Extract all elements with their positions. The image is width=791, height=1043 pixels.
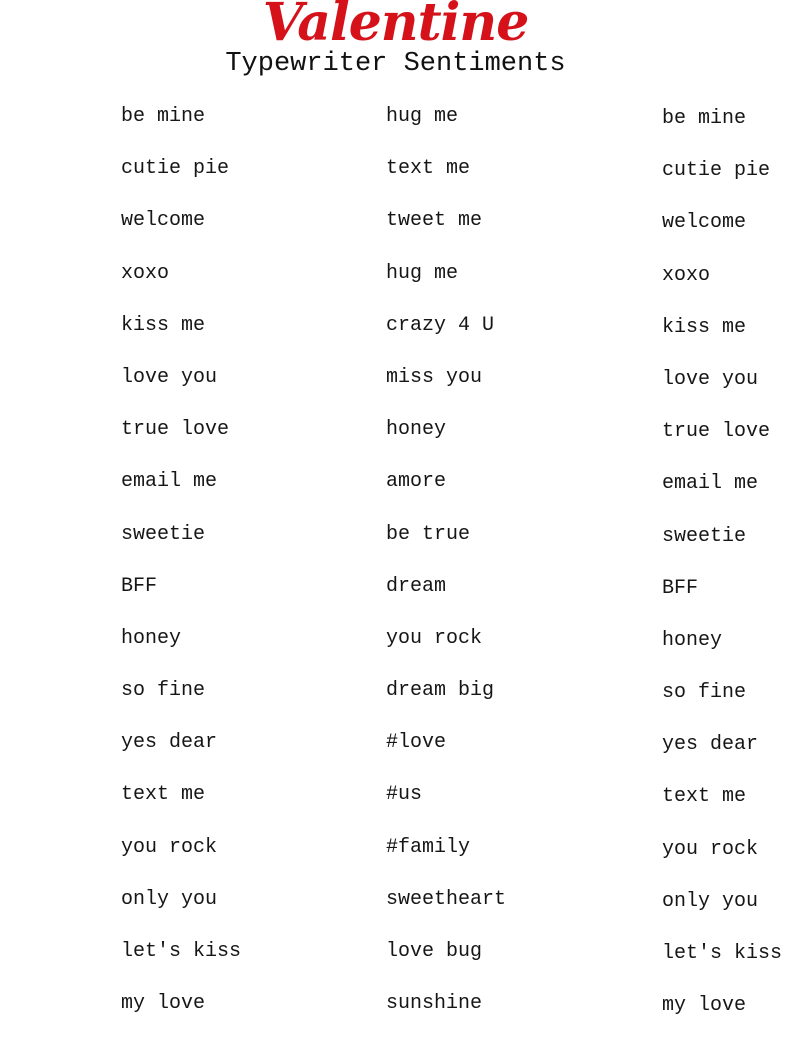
sentiment-item: hug me bbox=[386, 261, 459, 285]
sentiment-item: #us bbox=[386, 783, 423, 807]
sentiment-item: honey bbox=[662, 628, 723, 652]
sentiment-item: my love bbox=[662, 994, 747, 1018]
sentiment-item: miss you bbox=[386, 365, 483, 389]
sentiment-item: you rock bbox=[662, 837, 759, 861]
sentiment-item: sweetie bbox=[121, 522, 206, 546]
sentiment-item: yes dear bbox=[121, 731, 218, 755]
sentiment-item: cutie pie bbox=[121, 157, 230, 181]
sentiment-item: amore bbox=[386, 470, 447, 494]
sentiment-item: welcome bbox=[121, 209, 206, 233]
sentiment-item: email me bbox=[121, 470, 218, 494]
sentiment-item: text me bbox=[386, 157, 471, 181]
sentiment-item: sweetie bbox=[662, 524, 747, 548]
sentiment-item: you rock bbox=[121, 835, 218, 859]
sentiment-item: yes dear bbox=[662, 733, 759, 757]
sentiment-item: BFF bbox=[662, 576, 699, 600]
sentiment-item: so fine bbox=[121, 679, 206, 703]
sentiment-item: love you bbox=[121, 365, 218, 389]
sentiment-item: xoxo bbox=[662, 263, 711, 287]
sentiment-item: kiss me bbox=[121, 313, 206, 337]
sentiment-item: xoxo bbox=[121, 261, 170, 285]
sentiment-item: only you bbox=[121, 887, 218, 911]
sentiment-column-2 bbox=[386, 102, 506, 1041]
sentiment-item: be mine bbox=[121, 105, 206, 128]
sentiment-item: sweetheart bbox=[386, 887, 507, 911]
sentiment-item: crazy 4 U bbox=[386, 313, 495, 337]
sentiment-item: be mine bbox=[662, 107, 747, 130]
sentiment-item: cutie pie bbox=[662, 159, 771, 183]
sentiment-item: honey bbox=[386, 418, 447, 442]
sentiment-item: true love bbox=[662, 420, 771, 444]
sentiment-item: #love bbox=[386, 731, 447, 755]
sentiment-item: welcome bbox=[662, 211, 747, 235]
sentiment-item: my love bbox=[121, 992, 206, 1016]
sentiment-column-3 bbox=[662, 104, 782, 1043]
page-subtitle: Typewriter Sentiments bbox=[225, 49, 566, 79]
sentiment-item: love bug bbox=[386, 940, 483, 963]
sentiment-item: let's kiss bbox=[121, 940, 242, 963]
sentiment-item: let's kiss bbox=[662, 942, 783, 965]
sentiment-item: #family bbox=[386, 835, 471, 859]
sentiment-item: love you bbox=[662, 367, 759, 391]
sentiment-item: true love bbox=[121, 418, 230, 442]
sentiment-item: dream big bbox=[386, 679, 495, 703]
sentiment-item: text me bbox=[662, 785, 747, 809]
sentiment-column-1 bbox=[121, 102, 241, 1041]
sentiment-item: hug me bbox=[386, 105, 459, 128]
sentiment-item: text me bbox=[121, 783, 206, 807]
sentiment-item: you rock bbox=[386, 626, 483, 650]
sentiment-item: tweet me bbox=[386, 209, 483, 233]
sentiment-item: only you bbox=[662, 889, 759, 913]
page-title: Valentine bbox=[262, 0, 529, 53]
sentiment-item: sunshine bbox=[386, 992, 483, 1016]
sentiment-item: honey bbox=[121, 626, 182, 650]
sentiment-item: so fine bbox=[662, 681, 747, 705]
sentiment-item: be true bbox=[386, 522, 471, 546]
sentiment-item: dream bbox=[386, 574, 447, 598]
sentiment-item: kiss me bbox=[662, 315, 747, 339]
sentiment-item: BFF bbox=[121, 574, 158, 598]
sentiment-item: email me bbox=[662, 472, 759, 496]
